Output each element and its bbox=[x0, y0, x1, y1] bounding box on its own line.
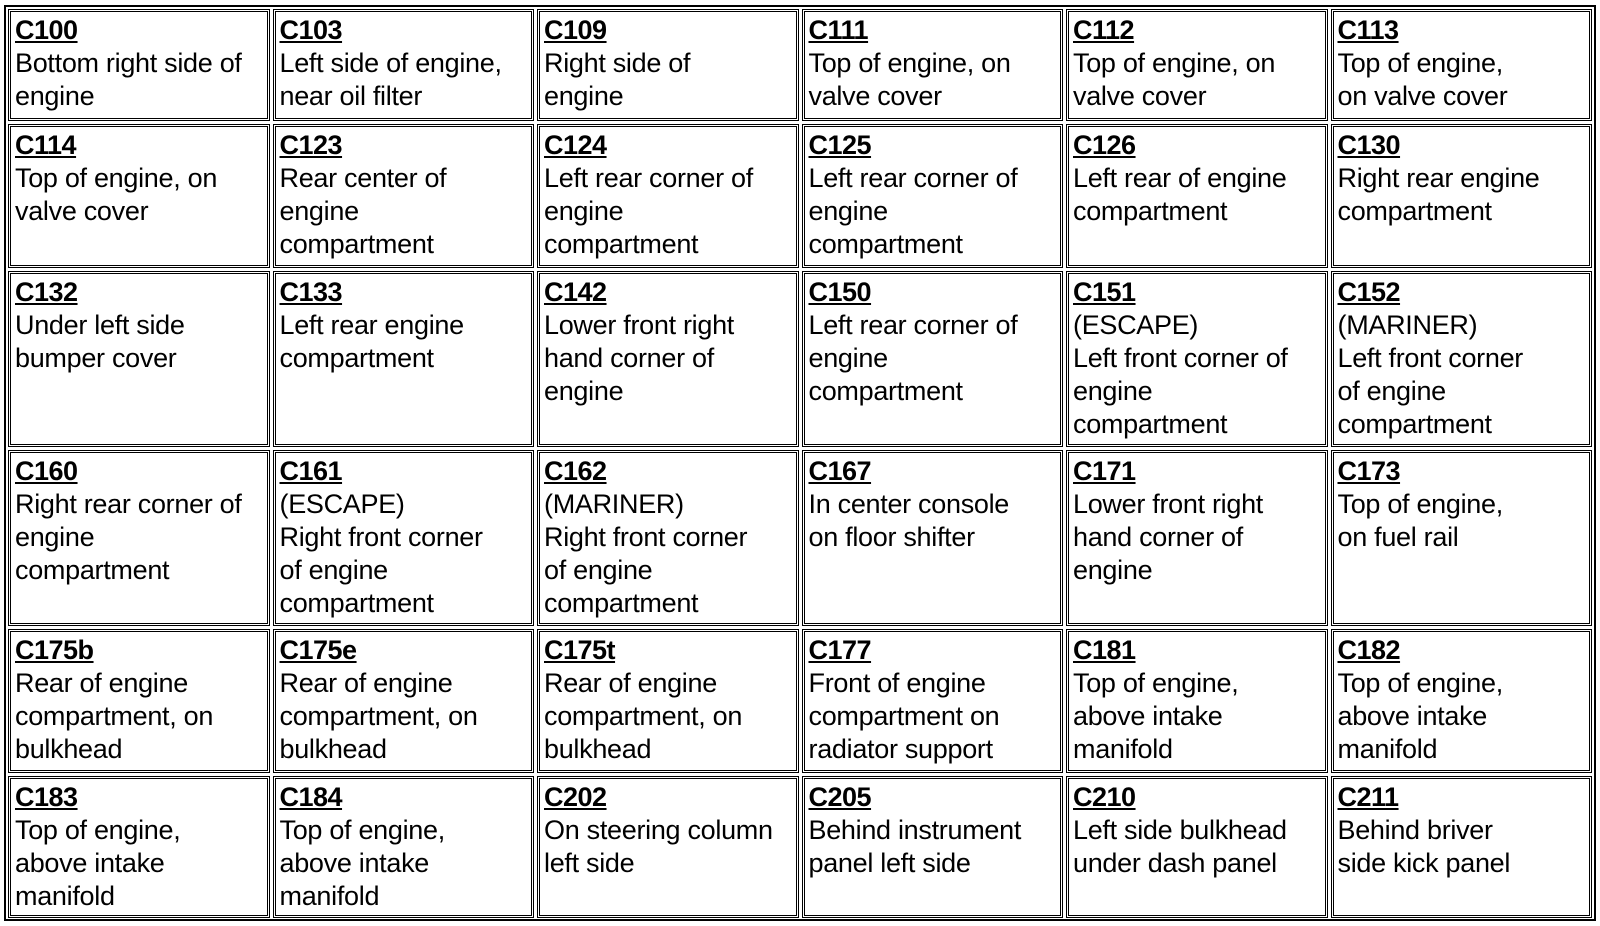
connector-location-line: above intake bbox=[279, 848, 430, 878]
connector-code: C161 bbox=[279, 456, 343, 486]
connector-location-line: Left side of engine, bbox=[279, 48, 502, 78]
connector-location-line: of engine bbox=[544, 555, 653, 585]
connector-location-line: compartment bbox=[1337, 196, 1492, 226]
connector-location-line: bulkhead bbox=[544, 734, 652, 764]
connector-location-line: (MARINER) bbox=[1337, 310, 1478, 340]
connector-code: C162 bbox=[544, 456, 607, 486]
connector-code: C112 bbox=[1073, 15, 1135, 45]
connector-location-line: compartment bbox=[1073, 196, 1228, 226]
connector-code: C114 bbox=[15, 130, 77, 160]
connector-code: C160 bbox=[15, 456, 78, 486]
connector-location-line: Right side of bbox=[544, 48, 691, 78]
connector-location-line: Top of engine, on bbox=[15, 163, 218, 193]
connector-location-line: side kick panel bbox=[1337, 848, 1511, 878]
connector-cell bbox=[1331, 450, 1593, 626]
connector-location-line: Behind instrument bbox=[808, 815, 1022, 845]
connector-code: C175e bbox=[279, 635, 357, 665]
connector-cell bbox=[1066, 271, 1328, 447]
connector-location-line: engine bbox=[279, 196, 359, 226]
connector-location-line: Left rear corner of bbox=[808, 163, 1018, 193]
connector-location-line: Right front corner bbox=[279, 522, 483, 552]
connector-location-line: manifold bbox=[15, 881, 115, 911]
connector-cell bbox=[537, 124, 799, 268]
connector-cell bbox=[537, 271, 799, 447]
connector-cell bbox=[1331, 271, 1593, 447]
connector-location-line: engine bbox=[808, 196, 888, 226]
connector-location-line: Under left side bbox=[15, 310, 185, 340]
connector-cell bbox=[802, 776, 1064, 918]
connector-location-line: Lower front right bbox=[544, 310, 734, 340]
connector-location-line: above intake bbox=[15, 848, 165, 878]
connector-location-line: engine bbox=[1073, 555, 1153, 585]
connector-location-line: Right rear corner of bbox=[15, 489, 242, 519]
connector-code: C182 bbox=[1337, 635, 1401, 665]
connector-cell bbox=[802, 124, 1064, 268]
connector-code: C181 bbox=[1073, 635, 1136, 665]
connector-location-line: Rear of engine bbox=[15, 668, 188, 698]
connector-cell bbox=[1331, 629, 1593, 773]
connector-location-line: Bottom right side of bbox=[15, 48, 242, 78]
connector-code: C210 bbox=[1073, 782, 1136, 812]
connector-code: C167 bbox=[808, 456, 872, 486]
connector-location-line: bumper cover bbox=[15, 343, 177, 373]
connector-location-line: On steering column bbox=[544, 815, 773, 845]
connector-location-line: engine bbox=[544, 81, 624, 111]
connector-code: C133 bbox=[279, 277, 343, 307]
connector-location-line: bulkhead bbox=[279, 734, 387, 764]
connector-location-line: compartment bbox=[1073, 409, 1228, 439]
connector-code: C124 bbox=[544, 130, 607, 160]
connector-location-line: Top of engine, bbox=[1337, 668, 1503, 698]
connector-cell bbox=[537, 450, 799, 626]
connector-cell bbox=[273, 450, 535, 626]
connector-cell bbox=[8, 124, 270, 268]
connector-location-line: manifold bbox=[1073, 734, 1173, 764]
connector-location-line: compartment bbox=[15, 555, 170, 585]
connector-location-line: Behind briver bbox=[1337, 815, 1493, 845]
connector-cell bbox=[802, 629, 1064, 773]
connector-cell bbox=[537, 629, 799, 773]
connector-cell bbox=[8, 629, 270, 773]
connector-code: C171 bbox=[1073, 456, 1136, 486]
connector-cell bbox=[1331, 776, 1593, 918]
connector-location-line: manifold bbox=[1337, 734, 1438, 764]
connector-location-line: compartment bbox=[279, 229, 434, 259]
connector-location-line: Left side bulkhead bbox=[1073, 815, 1287, 845]
connector-location-line: valve cover bbox=[808, 81, 942, 111]
connector-code: C183 bbox=[15, 782, 78, 812]
connector-cell bbox=[802, 450, 1064, 626]
connector-code: C150 bbox=[808, 277, 872, 307]
connector-location-line: (ESCAPE) bbox=[279, 489, 405, 519]
connector-location-line: of engine bbox=[1337, 376, 1446, 406]
connector-cell bbox=[1331, 124, 1593, 268]
connector-location-line: above intake bbox=[1073, 701, 1223, 731]
connector-cell bbox=[273, 124, 535, 268]
connector-location-line: left side bbox=[544, 848, 635, 878]
connector-location-line: compartment bbox=[279, 588, 434, 618]
connector-code: C111 bbox=[808, 15, 869, 45]
connector-location-line: Right front corner bbox=[544, 522, 748, 552]
connector-code: C132 bbox=[15, 277, 78, 307]
connector-location-line: Left front corner bbox=[1337, 343, 1523, 373]
connector-location-line: on valve cover bbox=[1337, 81, 1508, 111]
connector-location-line: compartment bbox=[544, 229, 699, 259]
connector-location-line: Top of engine, bbox=[15, 815, 181, 845]
connector-location-line: Left rear of engine bbox=[1073, 163, 1287, 193]
connector-location-line: Front of engine bbox=[808, 668, 986, 698]
connector-cell bbox=[802, 9, 1064, 121]
connector-code: C152 bbox=[1337, 277, 1401, 307]
connector-location-line: engine bbox=[15, 81, 95, 111]
connector-location-line: compartment, on bbox=[15, 701, 214, 731]
connector-cell bbox=[1066, 9, 1328, 121]
connector-location-line: Rear center of bbox=[279, 163, 447, 193]
connector-location-line: manifold bbox=[279, 881, 380, 911]
connector-code: C126 bbox=[1073, 130, 1136, 160]
connector-cell bbox=[8, 776, 270, 918]
connector-location-line: Left rear corner of bbox=[808, 310, 1018, 340]
connector-location-line: valve cover bbox=[1073, 81, 1207, 111]
connector-cell bbox=[802, 271, 1064, 447]
connector-code: C109 bbox=[544, 15, 607, 45]
connector-code: C175t bbox=[544, 635, 616, 665]
connector-location-line: compartment bbox=[808, 376, 963, 406]
connector-location-line: valve cover bbox=[15, 196, 149, 226]
connector-code: C184 bbox=[279, 782, 343, 812]
connector-location-line: Left rear corner of bbox=[544, 163, 753, 193]
connector-code: C202 bbox=[544, 782, 607, 812]
connector-code: C173 bbox=[1337, 456, 1401, 486]
connector-location-line: Top of engine, bbox=[1337, 48, 1503, 78]
connector-location-line: on floor shifter bbox=[808, 522, 975, 552]
connector-location-line: radiator support bbox=[808, 734, 993, 764]
connector-location-line: Left front corner of bbox=[1073, 343, 1288, 373]
connector-location-line: on fuel rail bbox=[1337, 522, 1459, 552]
connector-location-line: compartment on bbox=[808, 701, 1000, 731]
connector-code: C113 bbox=[1337, 15, 1399, 45]
connector-location-line: compartment bbox=[544, 588, 699, 618]
connector-code: C100 bbox=[15, 15, 78, 45]
connector-location-line: near oil filter bbox=[279, 81, 423, 111]
connector-location-line: Top of engine, bbox=[279, 815, 445, 845]
connector-code: C175b bbox=[15, 635, 94, 665]
connector-location-line: compartment bbox=[279, 343, 434, 373]
connector-location-line: Top of engine, on bbox=[808, 48, 1011, 78]
connector-location-line: compartment bbox=[1337, 409, 1492, 439]
connector-cell bbox=[537, 776, 799, 918]
connector-cell bbox=[1066, 450, 1328, 626]
connector-location-line: (ESCAPE) bbox=[1073, 310, 1199, 340]
connector-cell bbox=[273, 271, 535, 447]
connector-location-line: engine bbox=[15, 522, 95, 552]
connector-location-line: Rear of engine bbox=[544, 668, 717, 698]
connector-cell bbox=[1331, 9, 1593, 121]
connector-cell bbox=[273, 776, 535, 918]
connector-location-line: hand corner of bbox=[544, 343, 714, 373]
connector-code: C205 bbox=[808, 782, 872, 812]
connector-location-line: engine bbox=[1073, 376, 1153, 406]
connector-location-line: Left rear engine bbox=[279, 310, 464, 340]
connector-code: C177 bbox=[808, 635, 872, 665]
connector-location-line: Top of engine, on bbox=[1073, 48, 1276, 78]
connector-cell bbox=[537, 9, 799, 121]
connector-code: C103 bbox=[279, 15, 343, 45]
connector-location-line: of engine bbox=[279, 555, 388, 585]
connector-location-line: hand corner of bbox=[1073, 522, 1243, 552]
connector-location-table bbox=[4, 5, 1596, 921]
connector-code: C123 bbox=[279, 130, 343, 160]
connector-location-line: In center console bbox=[808, 489, 1010, 519]
connector-location-line: compartment, on bbox=[544, 701, 743, 731]
connector-location-line: Top of engine, bbox=[1337, 489, 1503, 519]
connector-location-line: panel left side bbox=[808, 848, 971, 878]
connector-code: C211 bbox=[1337, 782, 1399, 812]
connector-code: C142 bbox=[544, 277, 607, 307]
connector-location-line: (MARINER) bbox=[544, 489, 684, 519]
connector-code: C151 bbox=[1073, 277, 1136, 307]
connector-location-line: bulkhead bbox=[15, 734, 123, 764]
connector-location-line: engine bbox=[544, 376, 624, 406]
connector-location-line: engine bbox=[808, 343, 888, 373]
connector-cell bbox=[8, 450, 270, 626]
connector-location-line: under dash panel bbox=[1073, 848, 1277, 878]
connector-cell bbox=[8, 9, 270, 121]
connector-location-line: Rear of engine bbox=[279, 668, 453, 698]
connector-cell bbox=[1066, 776, 1328, 918]
connector-cell bbox=[8, 271, 270, 447]
connector-code: C125 bbox=[808, 130, 872, 160]
connector-code: C130 bbox=[1337, 130, 1401, 160]
connector-location-line: compartment, on bbox=[279, 701, 478, 731]
connector-location-line: above intake bbox=[1337, 701, 1488, 731]
connector-cell bbox=[1066, 629, 1328, 773]
connector-location-line: compartment bbox=[808, 229, 963, 259]
connector-cell bbox=[273, 629, 535, 773]
connector-location-line: Lower front right bbox=[1073, 489, 1263, 519]
connector-location-line: Right rear engine bbox=[1337, 163, 1540, 193]
connector-location-line: Top of engine, bbox=[1073, 668, 1239, 698]
connector-cell bbox=[273, 9, 535, 121]
connector-location-line: engine bbox=[544, 196, 624, 226]
connector-cell bbox=[1066, 124, 1328, 268]
